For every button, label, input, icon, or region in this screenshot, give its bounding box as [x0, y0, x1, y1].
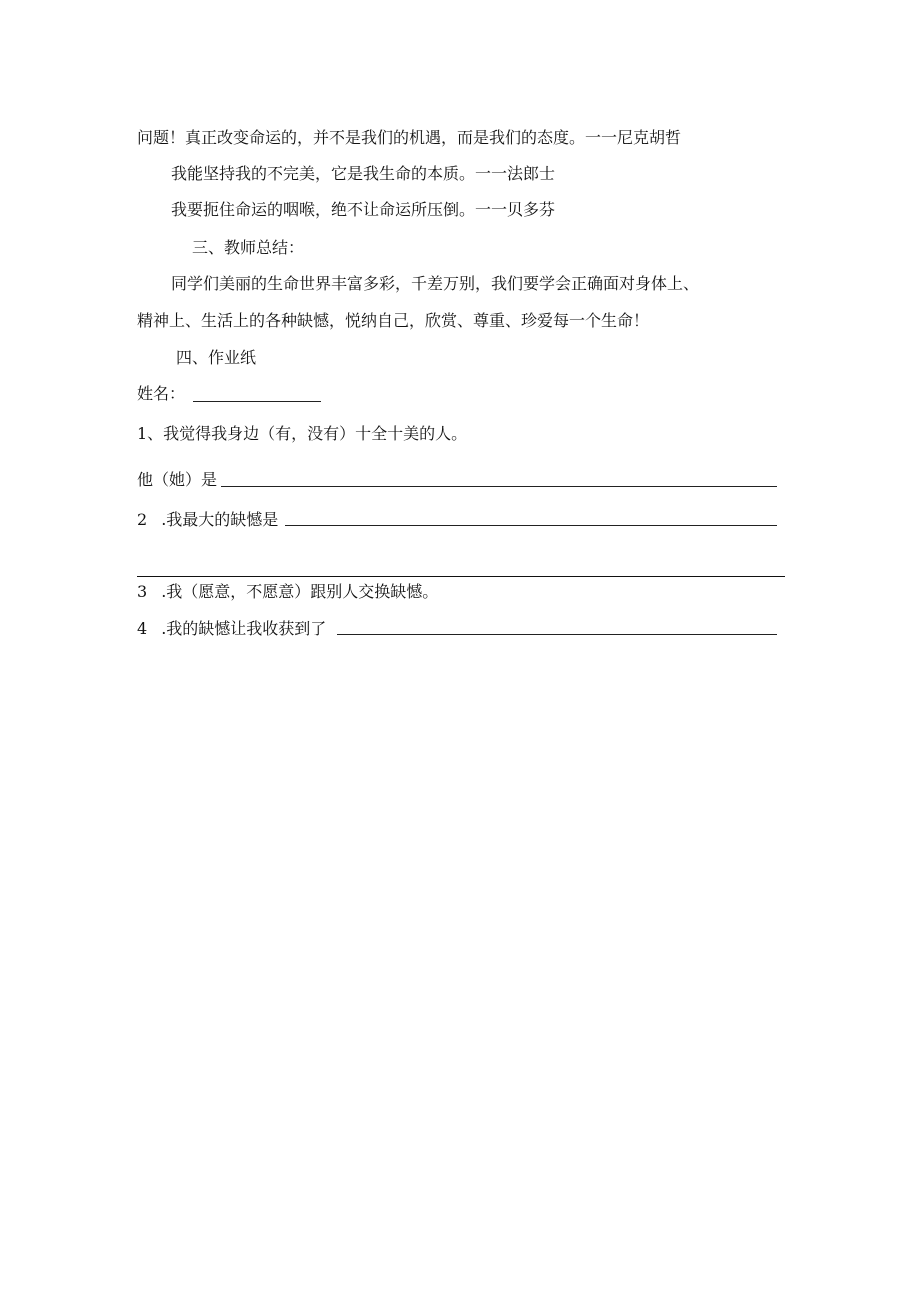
- question-4-blank[interactable]: [337, 634, 777, 635]
- summary-paragraph-line-2: 精神上、生活上的各种缺憾，悦纳自己，欣赏、尊重、珍爱每一个生命！: [137, 311, 650, 330]
- question-4-text: .我的缺憾让我收获到了: [161, 619, 327, 638]
- question-2: [137, 510, 278, 530]
- quote-france: 我能坚持我的不完美，它是我生命的本质。一一法郎士: [171, 164, 556, 183]
- question-3-text: .我（愿意，不愿意）跟别人交换缺憾。: [161, 582, 439, 601]
- question-2-number: 2: [137, 510, 148, 529]
- quote-nick-vujicic: 问题！真正改变命运的，并不是我们的机遇，而是我们的态度。一一尼克胡哲: [137, 128, 682, 147]
- question-1-blank[interactable]: [221, 486, 777, 487]
- section-heading-teacher-summary: 三、教师总结：: [192, 238, 305, 257]
- question-4-number: 4: [137, 619, 148, 638]
- question-1-followup: 他（她）是: [137, 470, 218, 489]
- name-label: 姓名：: [137, 384, 186, 403]
- question-1: 1、我觉得我身边（有，没有）十全十美的人。: [137, 424, 468, 443]
- quote-beethoven: 我要扼住命运的咽喉，绝不让命运所压倒。一一贝多芬: [171, 200, 556, 219]
- section-heading-worksheet: 四、作业纸: [176, 348, 257, 367]
- answer-line[interactable]: [137, 576, 785, 577]
- question-2-text: .我最大的缺憾是: [161, 510, 279, 529]
- question-3: [137, 582, 438, 602]
- question-2-blank[interactable]: [285, 525, 777, 526]
- name-blank[interactable]: [193, 401, 321, 402]
- summary-paragraph-line-1: 同学们美丽的生命世界丰富多彩，千差万别，我们要学会正确面对身体上、: [171, 274, 700, 293]
- question-3-number: 3: [137, 582, 148, 601]
- question-4: [137, 619, 326, 639]
